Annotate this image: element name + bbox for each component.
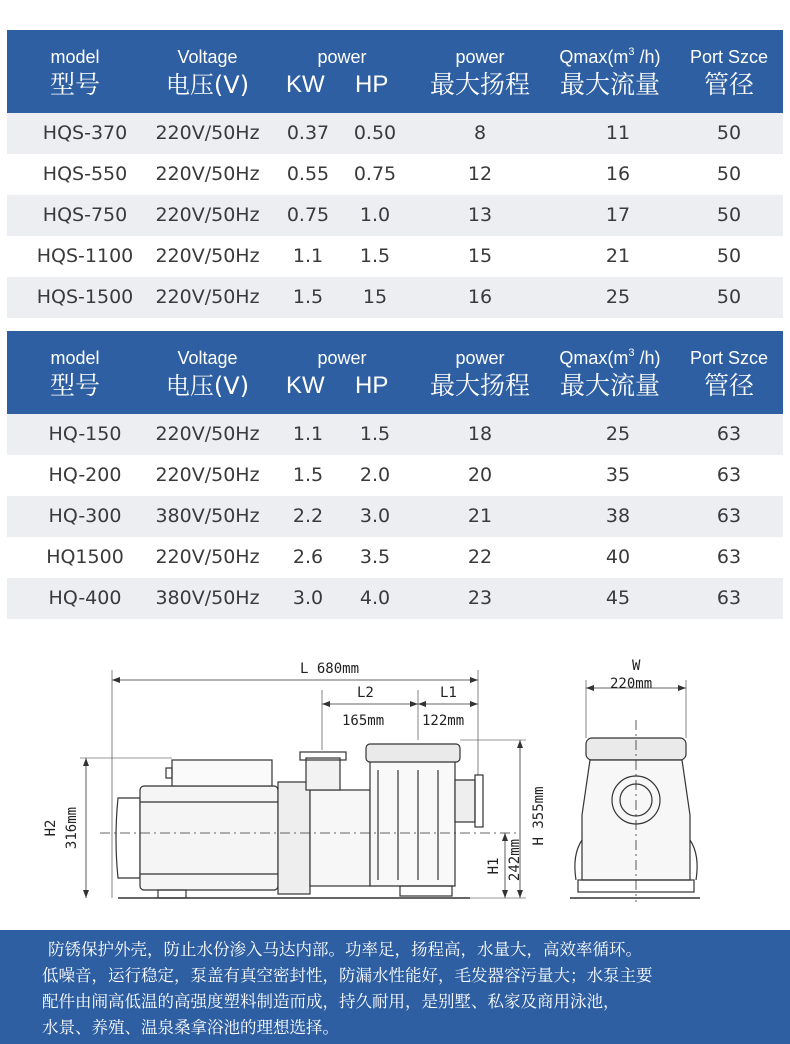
cell-head: 23 (467, 587, 493, 609)
dim-W-value: 220mm (610, 676, 653, 692)
cell-port: 63 (716, 505, 742, 527)
header-voltage: Voltage 电压(V) (165, 47, 250, 99)
dim-H2-value: 316mm (64, 806, 80, 850)
header-head: power 最大扬程 (429, 348, 530, 400)
cell-voltage: 220V/50Hz (155, 122, 260, 144)
cell-flow: 11 (605, 122, 631, 144)
cell-model: HQ-300 (48, 505, 122, 527)
cell-kw: 2.2 (292, 505, 324, 527)
header-voltage: Voltage 电压(V) (165, 348, 250, 400)
cell-voltage: 220V/50Hz (155, 464, 260, 486)
header-flow: $Qmax(m^3$ /h) 最大流量 (559, 347, 661, 400)
table-row (7, 578, 783, 619)
cell-voltage: 220V/50Hz (155, 245, 260, 267)
cell-voltage: 380V/50Hz (155, 587, 260, 609)
header-power: power KW HP (286, 348, 389, 399)
cell-port: 50 (716, 286, 742, 308)
cell-voltage: 380V/50Hz (155, 505, 260, 527)
cell-hp: 3.0 (359, 505, 391, 527)
description-line: 低噪音，运行稳定，泵盖有真空密封性，防漏水性能好，毛发器容污量大；水泵主要 (42, 966, 653, 985)
cell-model: HQS-1500 (36, 286, 134, 308)
cell-kw: 1.5 (292, 464, 324, 486)
cell-voltage: 220V/50Hz (155, 286, 260, 308)
cell-model: HQS-1100 (36, 245, 134, 267)
cell-model: HQ-400 (48, 587, 122, 609)
cell-hp: 2.0 (359, 464, 391, 486)
description-line: 配件由闹高低温的高强度塑料制造而成，持久耐用，是别墅、私家及商用泳池， (42, 992, 620, 1011)
header-port: Port Szce 管径 (689, 348, 769, 400)
cell-flow: 25 (605, 423, 631, 445)
motor-flange (278, 782, 310, 894)
cell-model: HQ1500 (46, 546, 124, 568)
cell-kw: 2.6 (292, 546, 324, 568)
dim-L1: L1 (440, 685, 457, 701)
cell-flow: 17 (605, 204, 631, 226)
cell-port: 50 (716, 122, 742, 144)
cell-head: 16 (467, 286, 493, 308)
cell-port: 50 (716, 204, 742, 226)
cell-hp: 0.50 (353, 122, 397, 144)
cell-hp: 1.0 (359, 204, 391, 226)
cell-port: 63 (716, 423, 742, 445)
table-body (7, 113, 783, 318)
pump-housing (310, 790, 370, 886)
cell-kw: 1.5 (292, 286, 324, 308)
dim-L2-value: 165mm (342, 713, 385, 729)
dim-L1-value: 122mm (422, 713, 465, 729)
cell-hp: 4.0 (359, 587, 391, 609)
description-line: 防锈保护外壳，防止水份渗入马达内部。功率足，扬程高，水量大，高效率循环。 (48, 940, 642, 959)
header-head: power 最大扬程 (429, 47, 530, 99)
cell-port: 63 (716, 546, 742, 568)
cell-voltage: 220V/50Hz (155, 546, 260, 568)
table-row (7, 154, 783, 195)
cell-flow: 45 (605, 587, 631, 609)
cell-flow: 38 (605, 505, 631, 527)
cell-voltage: 220V/50Hz (155, 204, 260, 226)
cell-hp: 3.5 (359, 546, 391, 568)
strainer-pot (370, 760, 455, 886)
cell-kw: 0.75 (286, 204, 330, 226)
cell-model: HQS-550 (42, 163, 128, 185)
cell-head: 22 (467, 546, 493, 568)
outlet-pipe (306, 758, 340, 790)
cell-head: 18 (467, 423, 493, 445)
cell-flow: 35 (605, 464, 631, 486)
cell-head: 13 (467, 204, 493, 226)
table-body (7, 414, 783, 619)
dim-W: W (632, 658, 641, 674)
dim-L: L 680mm (300, 661, 360, 677)
cell-kw: 0.37 (286, 122, 330, 144)
cell-flow: 40 (605, 546, 631, 568)
cell-hp: 1.5 (359, 423, 391, 445)
table-header (7, 30, 783, 113)
cell-hp: 0.75 (353, 163, 397, 185)
inlet-pipe (455, 780, 475, 822)
table-row (7, 414, 783, 455)
dim-H1-value: 242mm (507, 838, 523, 882)
cell-kw: 3.0 (292, 587, 324, 609)
cell-voltage: 220V/50Hz (155, 163, 260, 185)
cell-flow: 25 (605, 286, 631, 308)
table-row (7, 537, 783, 578)
table-row (7, 496, 783, 537)
dim-L2: L2 (357, 685, 374, 701)
cell-flow: 21 (605, 245, 631, 267)
description-footer (0, 930, 790, 1044)
cell-port: 63 (716, 587, 742, 609)
table-row (7, 236, 783, 277)
cell-port: 63 (716, 464, 742, 486)
strainer-lid (366, 744, 460, 762)
dim-H2: H2 (43, 819, 59, 837)
header-model: model 型号 (49, 47, 100, 99)
cell-kw: 1.1 (292, 245, 324, 267)
cell-head: 12 (467, 163, 493, 185)
cell-head: 8 (473, 122, 487, 144)
cell-voltage: 220V/50Hz (155, 423, 260, 445)
cell-head: 21 (467, 505, 493, 527)
pump-dimension-drawing (0, 640, 790, 930)
motor-end-cap (116, 798, 140, 878)
spec-table-hqs (7, 30, 783, 318)
table-row (7, 113, 783, 154)
cell-port: 50 (716, 163, 742, 185)
cell-hp: 15 (362, 286, 388, 308)
dim-H: H 355mm (531, 786, 547, 846)
header-flow: $Qmax(m^3$ /h) 最大流量 (559, 46, 661, 99)
dim-H1: H1 (486, 857, 502, 875)
table-row (7, 455, 783, 496)
cell-port: 50 (716, 245, 742, 267)
header-port: Port Szce 管径 (689, 47, 769, 99)
description-line: 水景、养殖、温泉桑拿浴池的理想选择。 (42, 1018, 339, 1037)
table-row (7, 195, 783, 236)
cell-model: HQS-370 (42, 122, 128, 144)
terminal-box (172, 760, 272, 786)
cell-kw: 1.1 (292, 423, 324, 445)
cell-model: HQS-750 (42, 204, 128, 226)
cell-model: HQ-150 (48, 423, 122, 445)
table-row (7, 277, 783, 318)
cell-head: 20 (467, 464, 493, 486)
cell-kw: 0.55 (286, 163, 330, 185)
cell-flow: 16 (605, 163, 631, 185)
spec-table-hq (7, 331, 783, 619)
cell-model: HQ-200 (48, 464, 122, 486)
table-header (7, 331, 783, 414)
header-power: power KW HP (286, 47, 389, 98)
cell-hp: 1.5 (359, 245, 391, 267)
header-model: model 型号 (49, 348, 100, 400)
cell-head: 15 (467, 245, 493, 267)
